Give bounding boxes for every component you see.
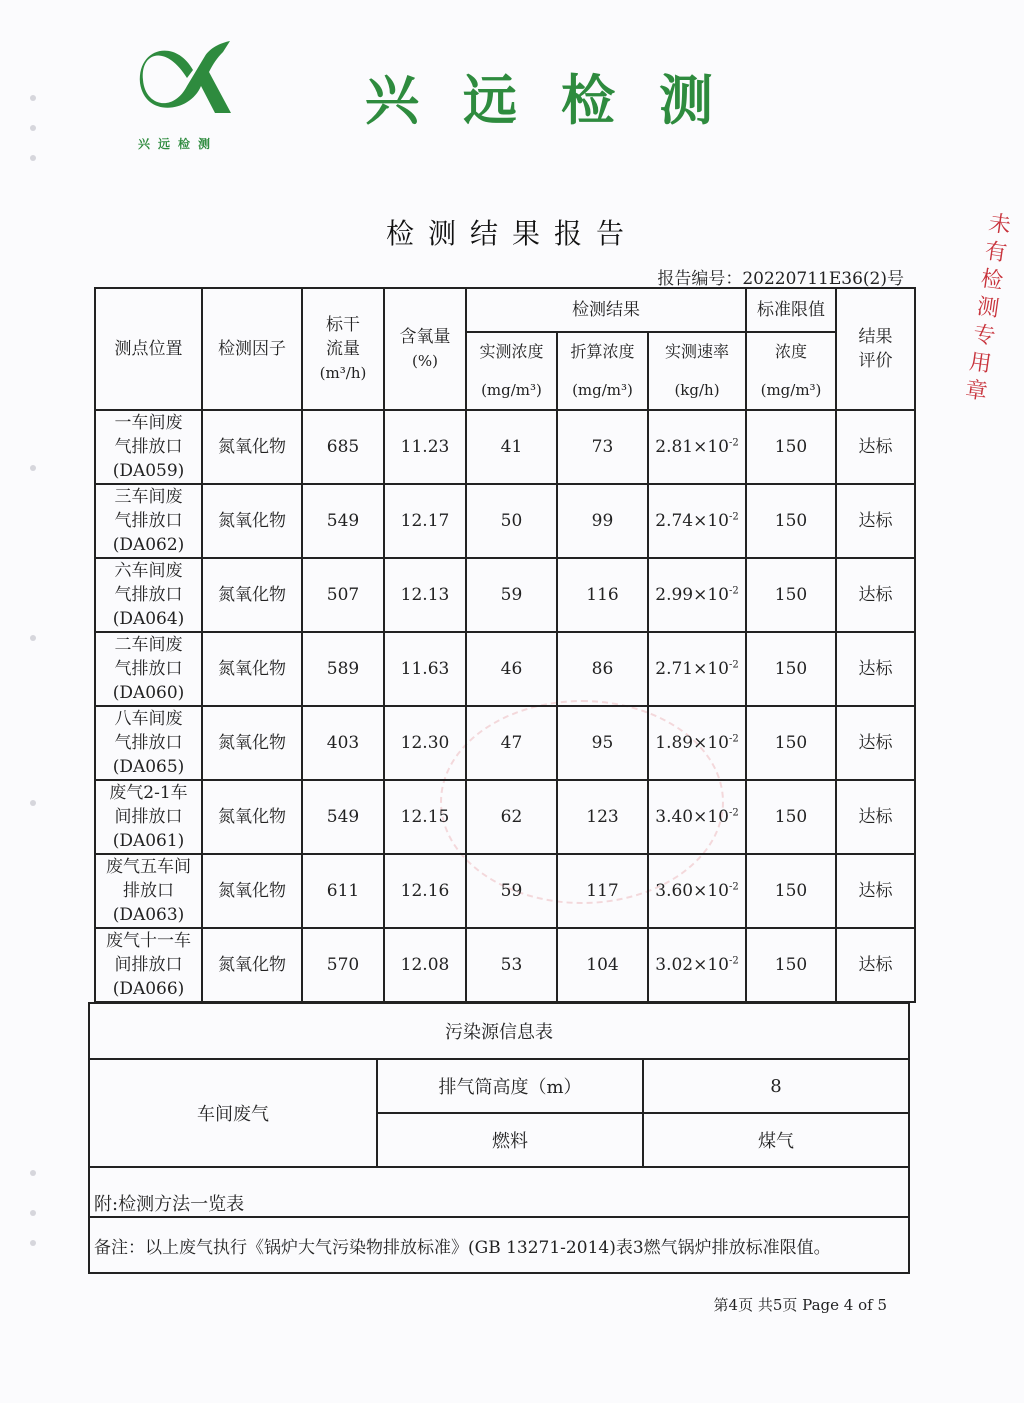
table-row <box>95 558 915 632</box>
side-stamp: 未有检测专用章 <box>963 211 1013 406</box>
cell-measured-rate: $3.60\times 10^{-2}$ <box>648 854 746 928</box>
remark-note: 备注：以上废气执行《锅炉大气污染物排放标准》(GB 13271-2014)表3燃气锅炉排放标准限值。 <box>89 1217 909 1273</box>
table-row <box>95 928 915 1002</box>
cell-evaluation: 达标 <box>836 854 915 928</box>
cell-flow: 549 <box>302 484 384 558</box>
source-info-table <box>88 1002 910 1274</box>
logo-caption: 兴远检测 <box>138 137 219 151</box>
cell-converted-conc: 73 <box>557 410 648 484</box>
cell-measured-conc: 46 <box>466 632 557 706</box>
cell-flow: 570 <box>302 928 384 1002</box>
cell-flow: 589 <box>302 632 384 706</box>
cell-evaluation: 达标 <box>836 484 915 558</box>
cell-converted-conc: 104 <box>557 928 648 1002</box>
cell-site: 八车间废 气排放口 (DA065) <box>95 706 202 780</box>
header-evaluation: 结果 评价 <box>836 288 915 410</box>
cell-evaluation: 达标 <box>836 780 915 854</box>
cell-converted-conc: 117 <box>557 854 648 928</box>
stack-height-label: 排气筒高度（m） <box>377 1059 643 1113</box>
cell-measured-conc: 50 <box>466 484 557 558</box>
cell-flow: 549 <box>302 780 384 854</box>
results-table <box>94 287 916 1003</box>
cell-converted-conc: 86 <box>557 632 648 706</box>
table-row <box>95 632 915 706</box>
header-results-group: 检测结果 <box>466 288 746 332</box>
source-info-title: 污染源信息表 <box>89 1003 909 1059</box>
cell-converted-conc: 95 <box>557 706 648 780</box>
cell-measured-rate: $2.71\times 10^{-2}$ <box>648 632 746 706</box>
document-title: 检测结果报告 <box>385 217 638 250</box>
cell-oxygen: 12.30 <box>384 706 466 780</box>
cell-oxygen: 11.23 <box>384 410 466 484</box>
cell-measured-conc: 53 <box>466 928 557 1002</box>
report-number <box>657 264 904 289</box>
cell-measured-conc: 59 <box>466 854 557 928</box>
cell-factor: 氮氧化物 <box>202 632 302 706</box>
cell-site: 一车间废 气排放口 (DA059) <box>95 410 202 484</box>
fuel-value: 煤气 <box>643 1113 909 1167</box>
cell-factor: 氮氧化物 <box>202 928 302 1002</box>
cell-factor: 氮氧化物 <box>202 558 302 632</box>
cell-measured-rate: $2.99\times 10^{-2}$ <box>648 558 746 632</box>
brand-title: 兴远检测 <box>365 69 757 132</box>
cell-limit: 150 <box>746 632 836 706</box>
header-measured-conc: 实测浓度 (mg/m³) <box>466 332 557 410</box>
cell-measured-conc: 41 <box>466 410 557 484</box>
cell-oxygen: 12.13 <box>384 558 466 632</box>
report-number-value: 20220711E36(2)号 <box>742 269 904 289</box>
cell-flow: 685 <box>302 410 384 484</box>
cell-limit: 150 <box>746 484 836 558</box>
cell-oxygen: 12.15 <box>384 780 466 854</box>
cell-converted-conc: 116 <box>557 558 648 632</box>
company-logo <box>135 38 240 118</box>
cell-flow: 507 <box>302 558 384 632</box>
cell-converted-conc: 99 <box>557 484 648 558</box>
fuel-label: 燃料 <box>377 1113 643 1167</box>
header-converted-conc: 折算浓度 (mg/m³) <box>557 332 648 410</box>
cell-factor: 氮氧化物 <box>202 780 302 854</box>
cell-site: 废气十一车 间排放口 (DA066) <box>95 928 202 1002</box>
cell-oxygen: 12.17 <box>384 484 466 558</box>
header-site: 测点位置 <box>95 288 202 410</box>
table-row <box>95 410 915 484</box>
cell-factor: 氮氧化物 <box>202 706 302 780</box>
header-flow: 标干 流量 (m³/h) <box>302 288 384 410</box>
appendix-note: 附:检测方法一览表 <box>89 1167 909 1217</box>
cell-evaluation: 达标 <box>836 632 915 706</box>
cell-measured-rate: $3.40\times 10^{-2}$ <box>648 780 746 854</box>
cell-measured-conc: 62 <box>466 780 557 854</box>
cell-site: 三车间废 气排放口 (DA062) <box>95 484 202 558</box>
table-row <box>95 854 915 928</box>
cell-measured-rate: $3.02\times 10^{-2}$ <box>648 928 746 1002</box>
cell-site: 废气五车间 排放口 (DA063) <box>95 854 202 928</box>
cell-limit: 150 <box>746 854 836 928</box>
cell-measured-conc: 59 <box>466 558 557 632</box>
header-oxygen: 含氧量 (%) <box>384 288 466 410</box>
cell-limit: 150 <box>746 928 836 1002</box>
stack-height-value: 8 <box>643 1059 909 1113</box>
cell-flow: 611 <box>302 854 384 928</box>
cell-limit: 150 <box>746 410 836 484</box>
header-limit-conc: 浓度 (mg/m³) <box>746 332 836 410</box>
cell-evaluation: 达标 <box>836 706 915 780</box>
cell-limit: 150 <box>746 780 836 854</box>
page-footer: 第4页 共5页 Page 4 of 5 <box>713 1296 887 1314</box>
cell-converted-conc: 123 <box>557 780 648 854</box>
cell-factor: 氮氧化物 <box>202 854 302 928</box>
cell-oxygen: 12.08 <box>384 928 466 1002</box>
cell-measured-rate: $2.81\times 10^{-2}$ <box>648 410 746 484</box>
table-row <box>95 706 915 780</box>
header-limit-group: 标准限值 <box>746 288 836 332</box>
cell-measured-rate: $1.89\times 10^{-2}$ <box>648 706 746 780</box>
cell-evaluation: 达标 <box>836 928 915 1002</box>
cell-site: 二车间废 气排放口 (DA060) <box>95 632 202 706</box>
table-row <box>95 780 915 854</box>
cell-factor: 氮氧化物 <box>202 410 302 484</box>
cell-limit: 150 <box>746 558 836 632</box>
cell-flow: 403 <box>302 706 384 780</box>
cell-evaluation: 达标 <box>836 410 915 484</box>
cell-factor: 氮氧化物 <box>202 484 302 558</box>
source-name: 车间废气 <box>89 1059 377 1167</box>
table-row <box>95 484 915 558</box>
cell-measured-conc: 47 <box>466 706 557 780</box>
cell-site: 废气2-1车 间排放口 (DA061) <box>95 780 202 854</box>
cell-site: 六车间废 气排放口 (DA064) <box>95 558 202 632</box>
cell-oxygen: 12.16 <box>384 854 466 928</box>
header-factor: 检测因子 <box>202 288 302 410</box>
cell-oxygen: 11.63 <box>384 632 466 706</box>
cell-limit: 150 <box>746 706 836 780</box>
header-measured-rate: 实测速率 (kg/h) <box>648 332 746 410</box>
cell-measured-rate: $2.74\times 10^{-2}$ <box>648 484 746 558</box>
report-number-label: 报告编号： <box>657 269 743 289</box>
cell-evaluation: 达标 <box>836 558 915 632</box>
